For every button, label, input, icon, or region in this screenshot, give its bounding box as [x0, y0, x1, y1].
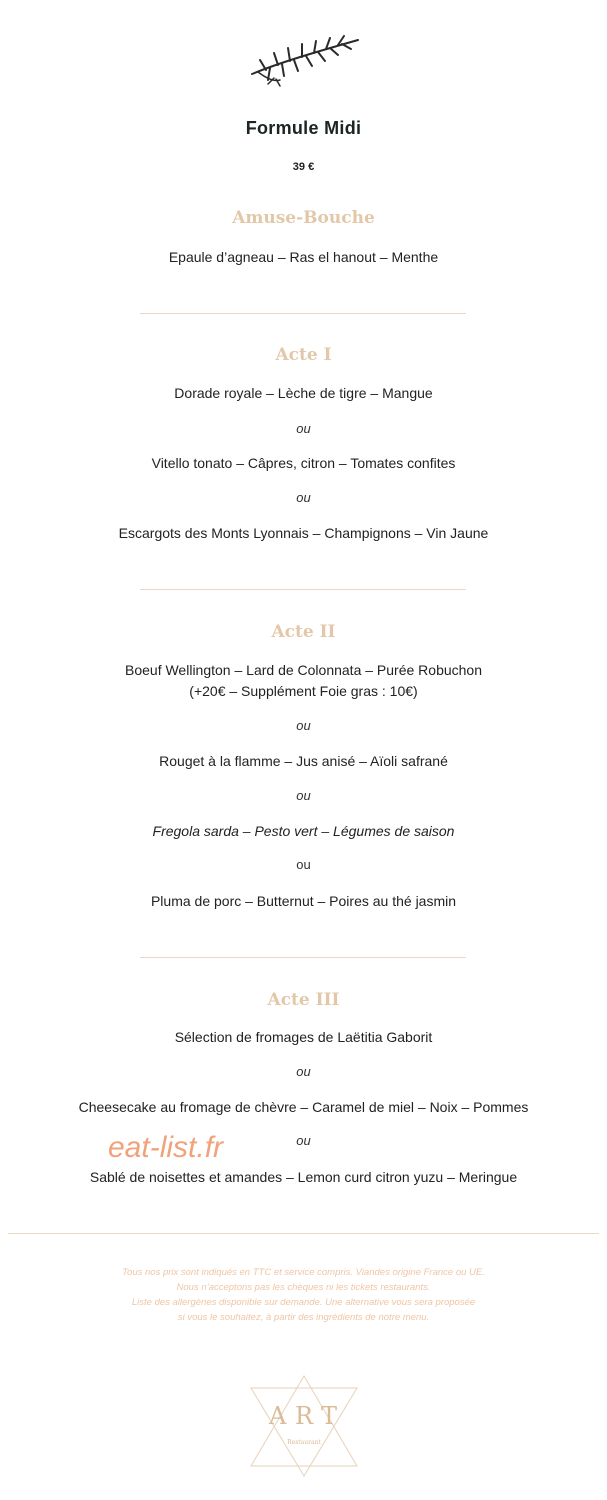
rosemary-sprig-icon	[246, 28, 362, 88]
watermark-text: eat-list.fr	[108, 1131, 224, 1164]
separator-ou: ou	[296, 718, 311, 733]
dish-item: Escargots des Monts Lyonnais – Champignons – Vin Jaune	[118, 525, 489, 541]
dish-item: Dorade royale – Lèche de tigre – Mangue	[174, 385, 433, 401]
dish-item: Vitello tonato – Câpres, citron – Tomates confites	[151, 455, 456, 471]
logo-letter: R	[295, 1402, 314, 1430]
menu-price: 39 €	[292, 161, 315, 173]
section-divider	[140, 957, 466, 958]
section-title-acte-1: Acte I	[275, 345, 332, 365]
section-title-acte-2: Acte II	[271, 622, 336, 642]
footer-divider	[8, 1233, 599, 1234]
separator-ou: ou	[296, 1133, 311, 1148]
separator-ou: ou	[296, 1064, 311, 1079]
footer-line: Tous nos prix sont indiqués en TTC et service compris. Viandes origine France ou UE.	[122, 1267, 485, 1278]
dish-item: Cheesecake au fromage de chèvre – Caramel de miel – Noix – Pommes	[78, 1099, 529, 1115]
dish-supplement-note: (+20€ – Supplément Foie gras : 10€)	[189, 683, 418, 699]
dish-item: Epaule d’agneau – Ras el hanout – Menthe	[168, 249, 439, 265]
separator-ou: ou	[296, 857, 311, 872]
section-title-acte-3: Acte III	[267, 990, 340, 1010]
footer-notes	[0, 1265, 607, 1325]
logo-letter: A	[269, 1402, 287, 1430]
separator-ou: ou	[296, 421, 311, 436]
section-divider	[140, 589, 466, 590]
footer-line: si vous le souhaitez, à partir des ingrédients de notre menu.	[177, 1312, 430, 1323]
logo-letter: T	[321, 1402, 338, 1430]
section-divider	[140, 313, 466, 314]
dish-item: Boeuf Wellington – Lard de Colonnata – Purée Robuchon	[125, 662, 482, 678]
art-triangle-logo-icon	[245, 1372, 363, 1480]
separator-ou: ou	[296, 490, 311, 505]
footer-line: Nous n’acceptons pas les chèques ni les tickets restaurants.	[176, 1282, 431, 1293]
logo-subtitle: Restaurant	[287, 1439, 321, 1446]
dish-item: Sablé de noisettes et amandes – Lemon curd citron yuzu – Meringue	[89, 1169, 518, 1185]
dish-item: Rouget à la flamme – Jus anisé – Aïoli safrané	[159, 753, 448, 769]
menu-title: Formule Midi	[245, 118, 362, 138]
separator-ou: ou	[296, 788, 311, 803]
dish-item: Sélection de fromages de Laëtitia Gaborit	[174, 1029, 433, 1045]
section-title-amuse-bouche: Amuse-Bouche	[232, 208, 375, 228]
dish-item: Fregola sarda – Pesto vert – Légumes de saison	[152, 823, 455, 839]
dish-item: Pluma de porc – Butternut – Poires au thé jasmin	[150, 893, 457, 909]
footer-line: Liste des allergènes disponible sur demande. Une alternative vous sera proposée	[131, 1297, 476, 1308]
